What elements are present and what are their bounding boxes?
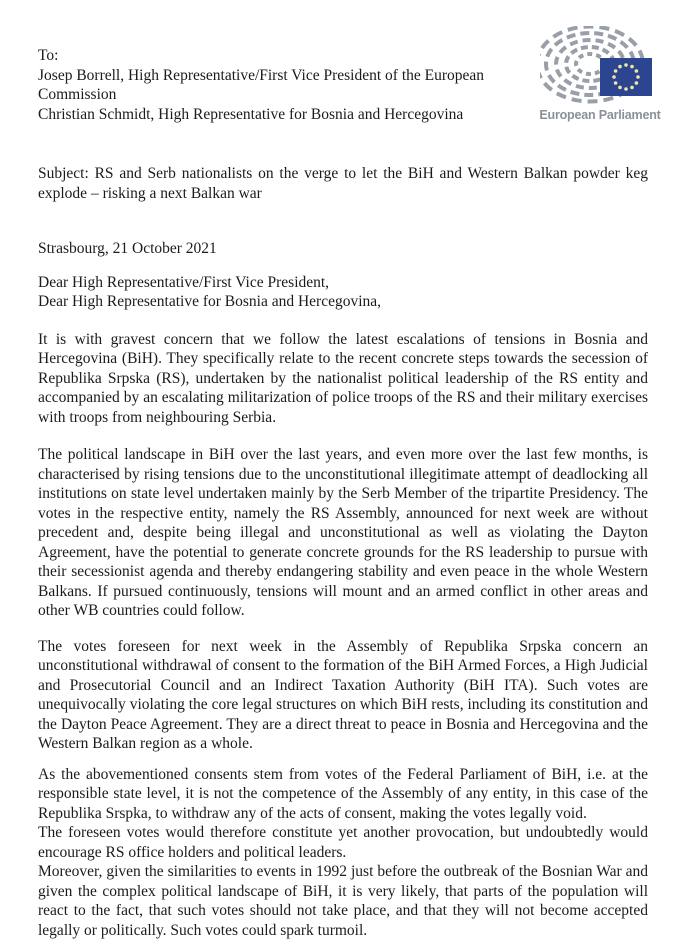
- salutation-line: Dear High Representative for Bosnia and Hercegovina,: [38, 293, 382, 310]
- letter-content: [38, 46, 648, 940]
- logo-caption: European Parliament: [539, 108, 661, 122]
- body-paragraph: The political landscape in BiH over the last years, and even more over the last few months, is characterised by rising tensions due to the unconstitutional illegitimate attempt of deadlocking all institutions on state level undertaken mainly by the Serb Member of the tripartite Presidency. The votes in the respective entity, namely the RS Assembly, announced for next week are without precedent and, despite being illegal and unconstitutional as well as violating the Dayton Agreement, have the potential to generate concrete grounds for the RS leadership to pursue with their secessionist agenda and thereby endangering stability and even peace in the whole Western Balkans. If pursued continuously, tensions will mount and an armed conflict in other areas and other WB countries could follow.: [38, 446, 648, 619]
- recipient-block: [38, 46, 530, 124]
- paragraph-segment: Moreover, given the similarities to events in 1992 just before the outbreak of the Bosnian War and given the complex political landscape of BiH, it is very likely, that parts of the population will react to the fact, that such votes should not take place, and that they will not become accepted legally or politically. Such votes could spark turmoil.: [38, 863, 648, 939]
- body-paragraph: It is with gravest concern that we follow the latest escalations of tensions in Bosnia and Hercegovina (BiH). They specifically relate to the recent concrete steps towards the secession of Republika Srpska (RS), undertaken by the nationalist political leadership of the RS entity and accompanied by an escalating militarization of police troops of the RS and their military exercises with troops from neighbouring Serbia.: [38, 330, 648, 426]
- body-paragraph: [38, 765, 648, 941]
- recipient-to-label: To:: [38, 47, 59, 64]
- salutation: [38, 273, 648, 312]
- body-paragraph: The votes foreseen for next week in the Assembly of Republika Srpska concern an unconstitutional withdrawal of consent to the formation of the BiH Armed Forces, a High Judicial and Prosecutorial Council and an Indirect Taxation Authority (BiH ITA). Such votes are unequivocally violating the core legal structures on which BiH rests, including its constitution and the Dayton Peace Agreement. They are a direct threat to peace in Bosnia and Hercegovina and the Western Balkan region as a whole.: [38, 637, 648, 752]
- recipient-line: Christian Schmidt, High Representative for Bosnia and Hercegovina: [38, 105, 464, 123]
- subject-line: Subject: RS and Serb nationalists on the verge to let the BiH and Western Balkan powder keg explode – risking a next Balkan war: [38, 165, 648, 202]
- dateline: Strasbourg, 21 October 2021: [38, 240, 217, 257]
- paragraph-segment: As the abovementioned consents stem from votes of the Federal Parliament of BiH, i.e. at the responsible state level, it is not the competence of the Assembly of any entity, in this case of the Republika Srspka, to withdraw any of the acts of consent, making the votes legally void.: [38, 765, 648, 822]
- salutation-line: Dear High Representative/First Vice President,: [38, 273, 330, 291]
- recipient-line: Josep Borrell, High Representative/First Vice President of the European Commission: [38, 66, 485, 103]
- paragraph-segment: The foreseen votes would therefore constitute yet another provocation, but undoubtedly would encourage RS office holders and political leaders.: [38, 824, 648, 861]
